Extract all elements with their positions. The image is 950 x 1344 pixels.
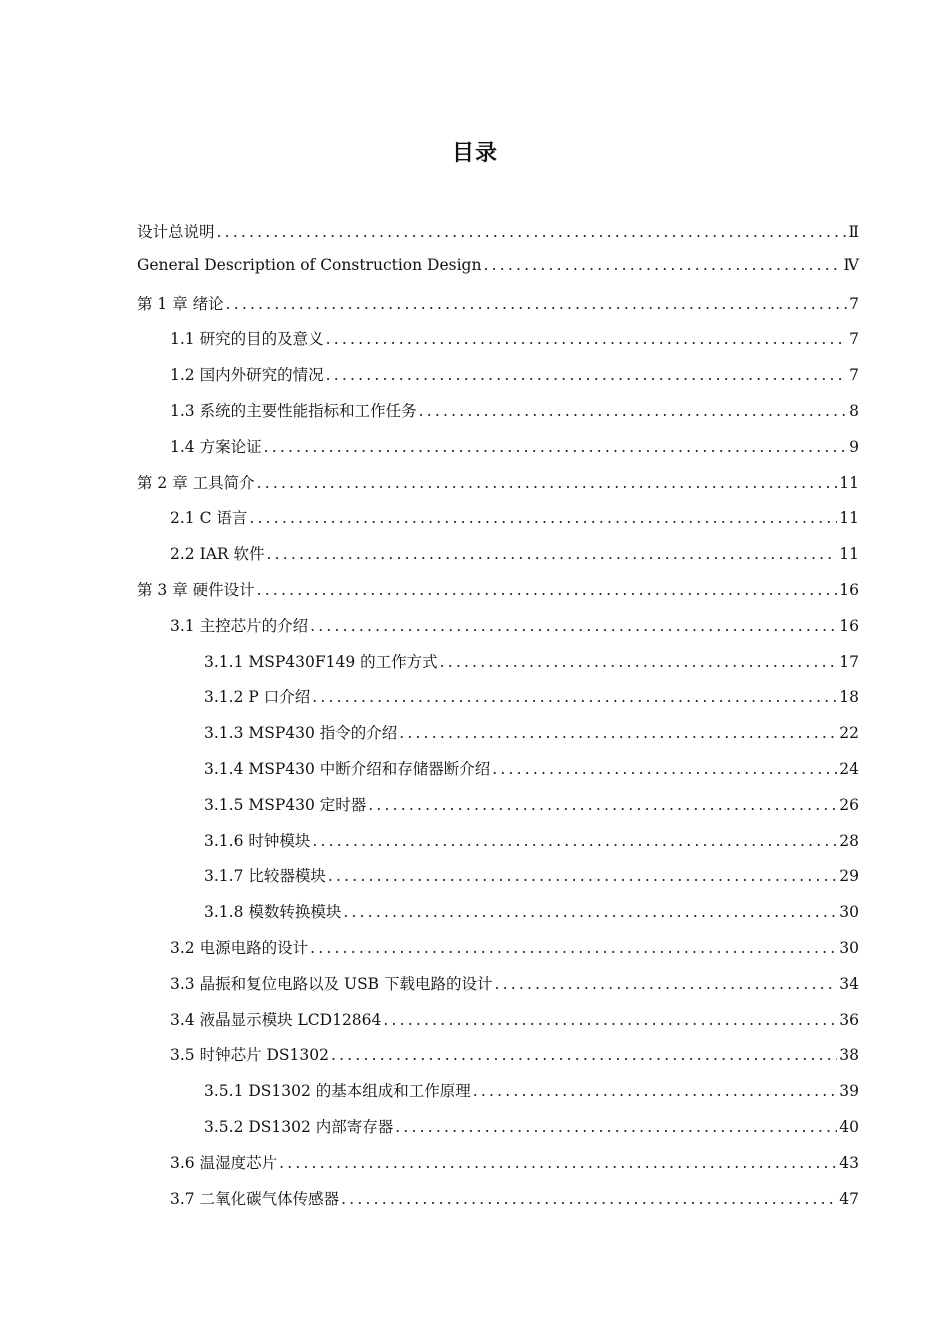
toc-entry[interactable] (137, 900, 859, 936)
toc-entry[interactable] (137, 1079, 859, 1115)
toc-entry-page-number: Ⅱ (848, 223, 859, 241)
toc-entry-label: 3.1 主控芯片的介绍 (170, 616, 309, 635)
dot-leader (368, 796, 837, 814)
toc-entry-label: 1.2 国内外研究的情况 (170, 366, 324, 385)
toc-entry-label: 第 3 章 硬件设计 (137, 580, 255, 599)
dot-leader (267, 545, 838, 563)
dot-leader (343, 903, 837, 921)
toc-entry[interactable] (137, 578, 859, 614)
dot-leader (483, 256, 841, 274)
toc-entry-page-number: 11 (839, 509, 859, 528)
dot-leader (279, 1154, 837, 1172)
dot-leader (495, 975, 838, 993)
toc-entry-page-number: 39 (839, 1082, 859, 1101)
dot-leader (328, 867, 837, 885)
toc-entry-label: 3.1.1 MSP430F149 的工作方式 (204, 652, 438, 671)
toc-entry[interactable] (137, 1043, 859, 1079)
toc-entry-label: 第 1 章 绪论 (137, 294, 224, 313)
toc-entry-page-number: 17 (839, 652, 859, 671)
toc-entry-page-number: 34 (839, 974, 859, 993)
dot-leader (310, 617, 837, 635)
toc-entry-page-number: 28 (839, 831, 859, 850)
toc-entry-page-number: 38 (839, 1046, 859, 1065)
toc-entry[interactable] (137, 292, 859, 328)
toc-entry[interactable] (137, 471, 859, 507)
toc-entry-label: General Description of Construction Design (137, 255, 482, 274)
dot-leader (257, 474, 838, 492)
dot-leader (326, 330, 848, 348)
toc-entry[interactable] (137, 829, 859, 865)
dot-leader (331, 1046, 837, 1064)
toc-entry-page-number: 43 (839, 1153, 859, 1172)
dot-leader (257, 581, 838, 599)
toc-entry[interactable] (137, 757, 859, 793)
toc-entry-label: 3.1.8 模数转换模块 (204, 903, 342, 922)
toc-entry[interactable] (137, 972, 859, 1008)
toc-entry[interactable] (137, 864, 859, 900)
toc-entry-page-number: 24 (839, 759, 859, 778)
toc-entry[interactable] (137, 721, 859, 757)
toc-entry[interactable] (137, 685, 859, 721)
toc-entry-page-number: 36 (839, 1010, 859, 1029)
dot-leader (264, 438, 848, 456)
toc-entry-page-number: 30 (839, 903, 859, 922)
toc-entry-label: 3.1.5 MSP430 定时器 (204, 795, 367, 814)
toc-entry[interactable] (137, 793, 859, 829)
dot-leader (399, 724, 837, 742)
toc-entry-label: 1.1 研究的目的及意义 (170, 330, 324, 349)
toc-entry-label: 2.1 C 语言 (170, 509, 248, 528)
dot-leader (383, 1011, 837, 1029)
toc-entry-page-number: 26 (839, 795, 859, 814)
toc-entry-page-number: 7 (849, 366, 859, 385)
toc-entry-label: 2.2 IAR 软件 (170, 545, 265, 564)
toc-entry-label: 3.1.6 时钟模块 (204, 831, 311, 850)
toc-entry-label: 3.5.1 DS1302 的基本组成和工作原理 (204, 1082, 471, 1101)
toc-entry[interactable] (137, 506, 859, 542)
toc-entry-label: 1.3 系统的主要性能指标和工作任务 (170, 401, 417, 420)
toc-entry-page-number: 40 (839, 1117, 859, 1136)
toc-entry-label: 3.6 温湿度芯片 (170, 1153, 278, 1172)
toc-entry-page-number: 47 (839, 1189, 859, 1208)
toc-entry[interactable] (137, 1151, 859, 1187)
table-of-contents (137, 220, 859, 1222)
toc-entry[interactable] (137, 936, 859, 972)
toc-entry-page-number: 16 (839, 616, 859, 635)
dot-leader (226, 295, 847, 313)
toc-entry-page-number: 11 (839, 473, 859, 492)
toc-entry-page-number: 16 (839, 580, 859, 599)
toc-entry-label: 设计总说明 (137, 223, 215, 241)
dot-leader (249, 509, 837, 527)
toc-entry-page-number: 18 (839, 688, 859, 707)
toc-entry[interactable] (137, 1187, 859, 1223)
toc-entry-label: 3.3 晶振和复位电路以及 USB 下载电路的设计 (170, 974, 493, 993)
toc-entry[interactable] (137, 435, 859, 471)
toc-entry[interactable] (137, 542, 859, 578)
toc-entry-page-number: 9 (849, 437, 859, 456)
toc-entry-page-number: 11 (839, 545, 859, 564)
dot-leader (440, 653, 838, 671)
toc-entry[interactable] (137, 220, 859, 256)
toc-entry[interactable] (137, 1008, 859, 1044)
dot-leader (395, 1118, 837, 1136)
dot-leader (310, 939, 837, 957)
dot-leader (419, 402, 848, 420)
toc-title: 目录 (451, 141, 498, 166)
toc-entry-label: 3.4 液晶显示模块 LCD12864 (170, 1010, 382, 1029)
toc-entry-label: 第 2 章 工具简介 (137, 473, 255, 492)
toc-entry-label: 3.5.2 DS1302 内部寄存器 (204, 1117, 394, 1136)
toc-entry-page-number: 30 (839, 938, 859, 957)
toc-entry-label: 3.1.2 P 口介绍 (204, 688, 311, 707)
dot-leader (312, 688, 837, 706)
toc-entry[interactable] (137, 650, 859, 686)
dot-leader (341, 1190, 837, 1208)
toc-entry-page-number: 8 (849, 401, 859, 420)
toc-entry-label: 3.1.7 比较器模块 (204, 867, 326, 886)
toc-entry-page-number: 22 (839, 724, 859, 743)
toc-entry-label: 1.4 方案论证 (170, 437, 262, 456)
toc-entry-page-number: 7 (849, 294, 859, 313)
toc-entry[interactable] (137, 363, 859, 399)
toc-entry[interactable] (137, 327, 859, 363)
dot-leader (492, 760, 837, 778)
dot-leader (326, 366, 848, 384)
toc-entry-label: 3.5 时钟芯片 DS1302 (170, 1046, 329, 1065)
toc-entry[interactable] (137, 399, 859, 435)
toc-entry[interactable] (137, 256, 859, 292)
toc-entry-page-number: Ⅳ (843, 255, 859, 274)
dot-leader (312, 832, 837, 850)
toc-entry-label: 3.2 电源电路的设计 (170, 938, 309, 957)
toc-entry-page-number: 29 (839, 867, 859, 886)
toc-entry-page-number: 7 (849, 330, 859, 349)
toc-entry[interactable] (137, 1115, 859, 1151)
dot-leader (473, 1082, 837, 1100)
toc-entry-label: 3.1.3 MSP430 指令的介绍 (204, 724, 398, 743)
toc-entry-label: 3.7 二氧化碳气体传感器 (170, 1189, 340, 1208)
toc-entry[interactable] (137, 614, 859, 650)
dot-leader (217, 223, 847, 241)
toc-entry-label: 3.1.4 MSP430 中断介绍和存储器断介绍 (204, 759, 491, 778)
